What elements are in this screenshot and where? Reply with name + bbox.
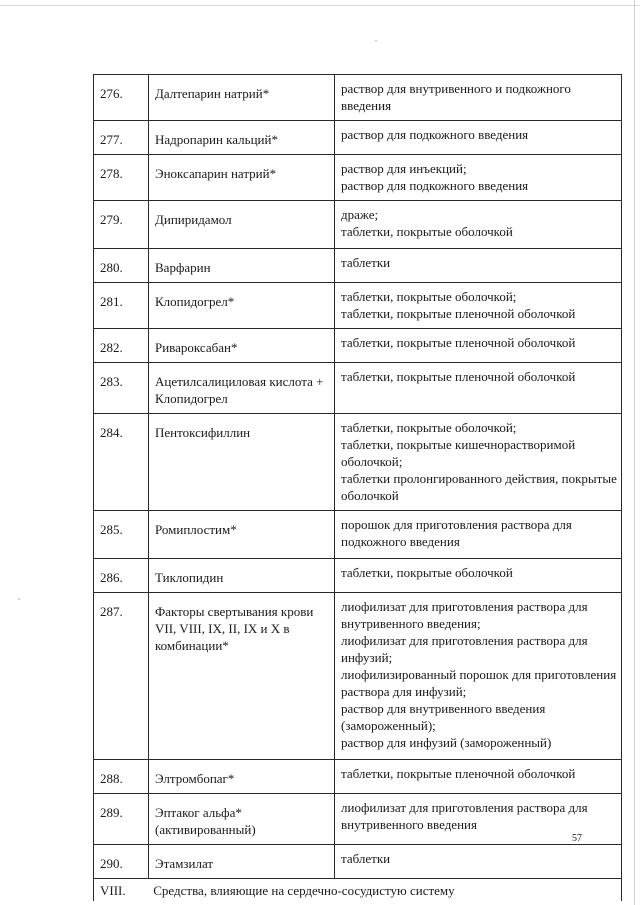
section-cell bbox=[94, 879, 622, 902]
table-row bbox=[94, 794, 622, 845]
dosage-form-item: лиофилизированный порошок для приготовления раствора для инфузий; bbox=[341, 667, 617, 699]
dosage-form-item: таблетки, покрытые оболочкой; bbox=[341, 420, 517, 435]
scan-speck bbox=[18, 598, 20, 600]
drug-name: Ацетилсалициловая кислота + Клопидогрел bbox=[149, 363, 335, 414]
table-row bbox=[94, 363, 622, 414]
drug-name: Элтромбопаг* bbox=[149, 760, 335, 794]
drug-name: Дипиридамол bbox=[149, 201, 335, 249]
table-row bbox=[94, 155, 622, 201]
drug-name: Варфарин bbox=[149, 249, 335, 283]
dosage-forms bbox=[335, 760, 622, 794]
drug-name: Факторы свертывания крови VII, VIII, IX, II, IX и X в комбинации* bbox=[149, 593, 335, 760]
dosage-form-item: таблетки, покрытые пленочной оболочкой bbox=[341, 369, 576, 384]
section-number: VIII. bbox=[100, 883, 126, 898]
drug-name: Тиклопидин bbox=[149, 559, 335, 593]
table-row bbox=[94, 121, 622, 155]
drug-name: Этамзилат bbox=[149, 845, 335, 879]
row-number: 283. bbox=[94, 363, 149, 414]
dosage-form-item: таблетки bbox=[341, 851, 391, 866]
dosage-form-item: раствор для подкожного введения bbox=[341, 127, 529, 142]
row-number: 285. bbox=[94, 511, 149, 559]
table-row bbox=[94, 845, 622, 879]
dosage-form-item: таблетки, покрытые оболочкой bbox=[341, 565, 513, 580]
dosage-form-item: раствор для внутривенного введения (замороженный); bbox=[341, 701, 546, 733]
dosage-forms bbox=[335, 121, 622, 155]
drug-name: Клопидогрел* bbox=[149, 283, 335, 329]
dosage-forms bbox=[335, 201, 622, 249]
dosage-form-item: драже; bbox=[341, 207, 379, 222]
row-number: 289. bbox=[94, 794, 149, 845]
row-number: 286. bbox=[94, 559, 149, 593]
dosage-form-item: раствор для инъекций; bbox=[341, 161, 467, 176]
drug-name: Надропарин кальций* bbox=[149, 121, 335, 155]
table-row bbox=[94, 283, 622, 329]
drug-name: Эптаког альфа* (активированный) bbox=[149, 794, 335, 845]
dosage-form-item: таблетки, покрытые пленочной оболочкой bbox=[341, 306, 576, 321]
row-number: 276. bbox=[94, 75, 149, 121]
scan-edge-top bbox=[0, 5, 640, 6]
dosage-forms bbox=[335, 363, 622, 414]
dosage-forms bbox=[335, 155, 622, 201]
drug-name: Ривароксабан* bbox=[149, 329, 335, 363]
page-number: 57 bbox=[572, 833, 582, 844]
dosage-form-item: таблетки пролонгированного действия, покрытые оболочкой bbox=[341, 471, 617, 503]
drug-list-table-container bbox=[93, 74, 617, 901]
table-row bbox=[94, 760, 622, 794]
row-number: 282. bbox=[94, 329, 149, 363]
dosage-form-item: таблетки, покрытые оболочкой bbox=[341, 224, 513, 239]
drug-name: Ромиплостим* bbox=[149, 511, 335, 559]
row-number: 280. bbox=[94, 249, 149, 283]
drug-list-body bbox=[94, 75, 622, 879]
section-title: Средства, влияющие на сердечно-сосудистую систему bbox=[153, 883, 455, 898]
table-row bbox=[94, 329, 622, 363]
row-number: 281. bbox=[94, 283, 149, 329]
dosage-form-item: лиофилизат для приготовления раствора для внутривенного введения bbox=[341, 800, 588, 832]
scan-edge-right bbox=[634, 0, 635, 905]
table-row bbox=[94, 511, 622, 559]
row-number: 278. bbox=[94, 155, 149, 201]
dosage-forms bbox=[335, 249, 622, 283]
drug-name: Пентоксифиллин bbox=[149, 414, 335, 511]
row-number: 284. bbox=[94, 414, 149, 511]
dosage-form-item: порошок для приготовления раствора для подкожного введения bbox=[341, 517, 572, 549]
dosage-form-item: таблетки, покрытые кишечнорастворимой оболочкой; bbox=[341, 437, 576, 469]
table-row bbox=[94, 593, 622, 760]
dosage-forms bbox=[335, 511, 622, 559]
table-row bbox=[94, 559, 622, 593]
dosage-form-item: лиофилизат для приготовления раствора для внутривенного введения; bbox=[341, 599, 588, 631]
table-row bbox=[94, 201, 622, 249]
dosage-form-item: лиофилизат для приготовления раствора для инфузий; bbox=[341, 633, 588, 665]
dosage-forms bbox=[335, 559, 622, 593]
dosage-forms bbox=[335, 845, 622, 879]
dosage-forms bbox=[335, 593, 622, 760]
dosage-form-item: раствор для внутривенного и подкожного введения bbox=[341, 81, 571, 113]
dosage-form-item: таблетки bbox=[341, 255, 391, 270]
row-number: 290. bbox=[94, 845, 149, 879]
dosage-form-item: таблетки, покрытые оболочкой; bbox=[341, 289, 517, 304]
dosage-form-item: раствор для подкожного введения bbox=[341, 178, 529, 193]
row-number: 287. bbox=[94, 593, 149, 760]
dosage-forms bbox=[335, 283, 622, 329]
dosage-forms bbox=[335, 75, 622, 121]
row-number: 277. bbox=[94, 121, 149, 155]
dosage-forms bbox=[335, 414, 622, 511]
dosage-form-item: раствор для инфузий (замороженный) bbox=[341, 735, 552, 750]
drug-list-table bbox=[93, 74, 622, 901]
table-row bbox=[94, 75, 622, 121]
dosage-form-item: таблетки, покрытые пленочной оболочкой bbox=[341, 335, 576, 350]
section-row bbox=[94, 879, 622, 902]
scan-speck bbox=[375, 40, 377, 42]
row-number: 288. bbox=[94, 760, 149, 794]
table-row bbox=[94, 414, 622, 511]
table-row bbox=[94, 249, 622, 283]
dosage-form-item: таблетки, покрытые пленочной оболочкой bbox=[341, 766, 576, 781]
drug-name: Далтепарин натрий* bbox=[149, 75, 335, 121]
drug-name: Эноксапарин натрий* bbox=[149, 155, 335, 201]
row-number: 279. bbox=[94, 201, 149, 249]
dosage-forms bbox=[335, 329, 622, 363]
